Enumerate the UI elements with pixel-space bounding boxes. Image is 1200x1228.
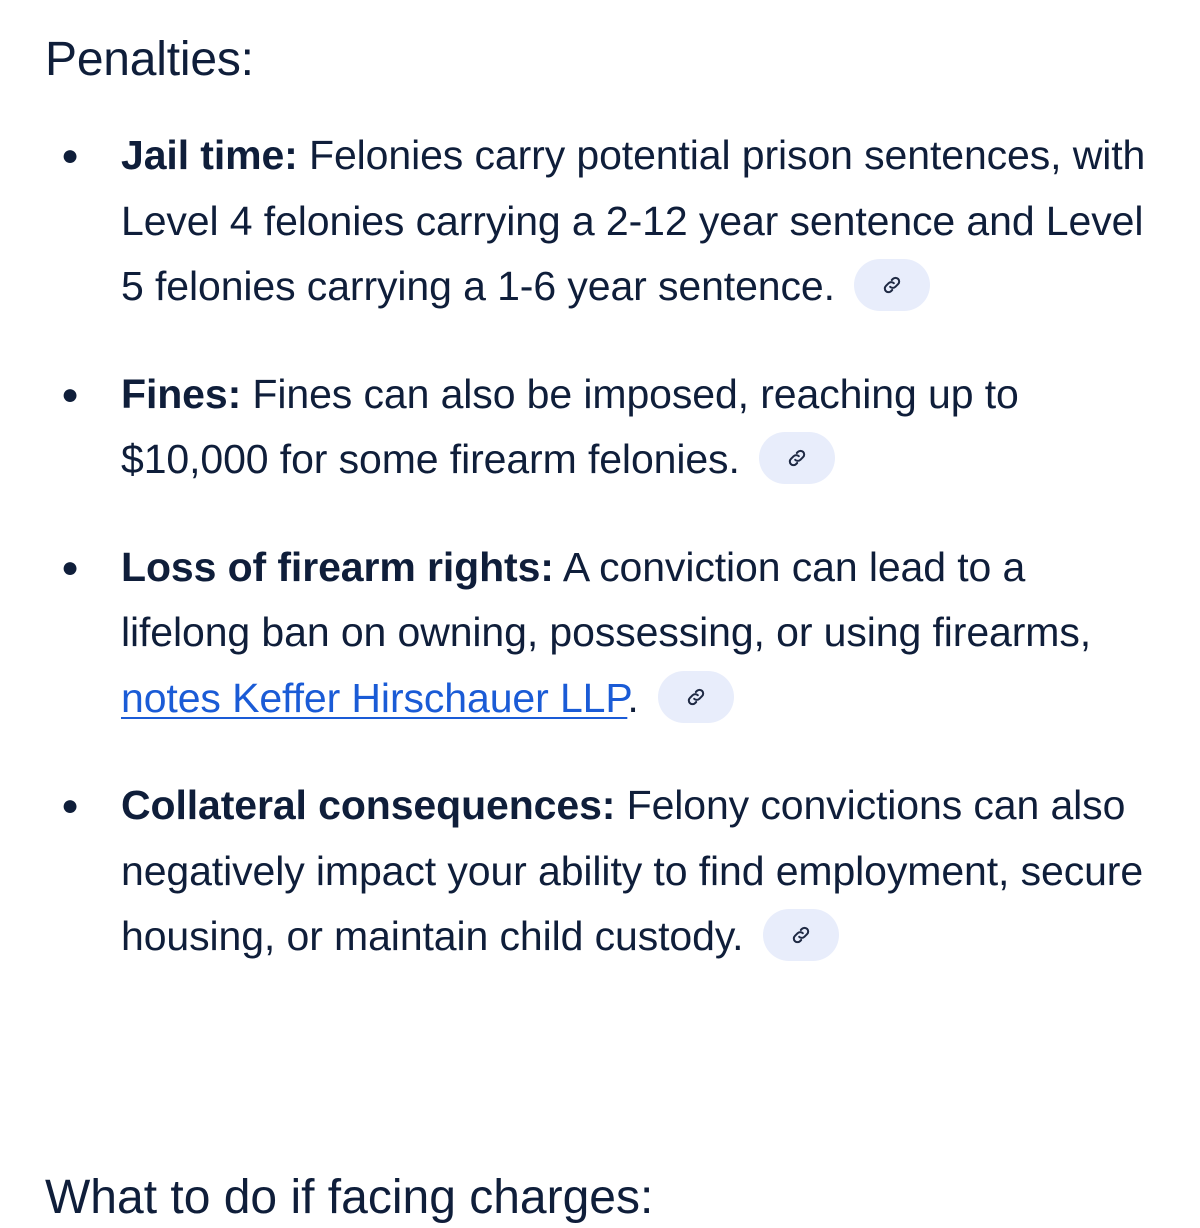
penalty-text-end: . [627,674,639,721]
penalty-term: Collateral consequences: [121,782,616,828]
list-item-jail-time [45,123,1165,320]
penalty-term: Loss of firearm rights: [121,543,554,590]
penalties-list [45,123,1165,970]
penalty-text: Felony convictions can also negatively impact your ability to find employment, secure housing, or maintain child custody. [121,782,1144,959]
citation-link-button[interactable] [854,259,930,311]
response-content [45,0,1165,1012]
list-item-loss-of-firearm-rights [45,535,1165,732]
citation-link-button[interactable] [763,909,839,961]
section-heading-next: What to do if facing charges: [45,1171,654,1224]
penalty-text: Felonies carry potential prison sentences, with Level 4 felonies carrying a 2-12 year sentence and Level 5 felonies carrying a 1-6 year sentence. [121,132,1146,309]
bullet-icon: ● [61,139,80,172]
list-item-collateral-consequences [45,773,1165,970]
bullet-icon: ● [61,789,80,822]
link-icon [790,924,812,946]
link-icon [786,447,808,469]
bullet-icon: ● [61,550,80,584]
penalty-term: Jail time: [121,132,298,178]
bullet-icon: ● [61,377,80,411]
source-link[interactable]: notes Keffer Hirschauer LLP [121,674,628,721]
list-item-fines [45,362,1165,493]
link-icon [685,686,707,708]
penalty-term: Fines: [121,370,242,417]
section-heading-penalties: Penalties: [45,33,254,86]
citation-link-button[interactable] [759,432,835,484]
link-icon [881,274,903,296]
citation-link-button[interactable] [658,671,734,723]
penalty-text: A conviction can lead to a lifelong ban on owning, possessing, or using firearms, [121,543,1092,655]
penalty-text: Fines can also be imposed, reaching up to $10,000 for some firearm felonies. [121,370,1019,482]
